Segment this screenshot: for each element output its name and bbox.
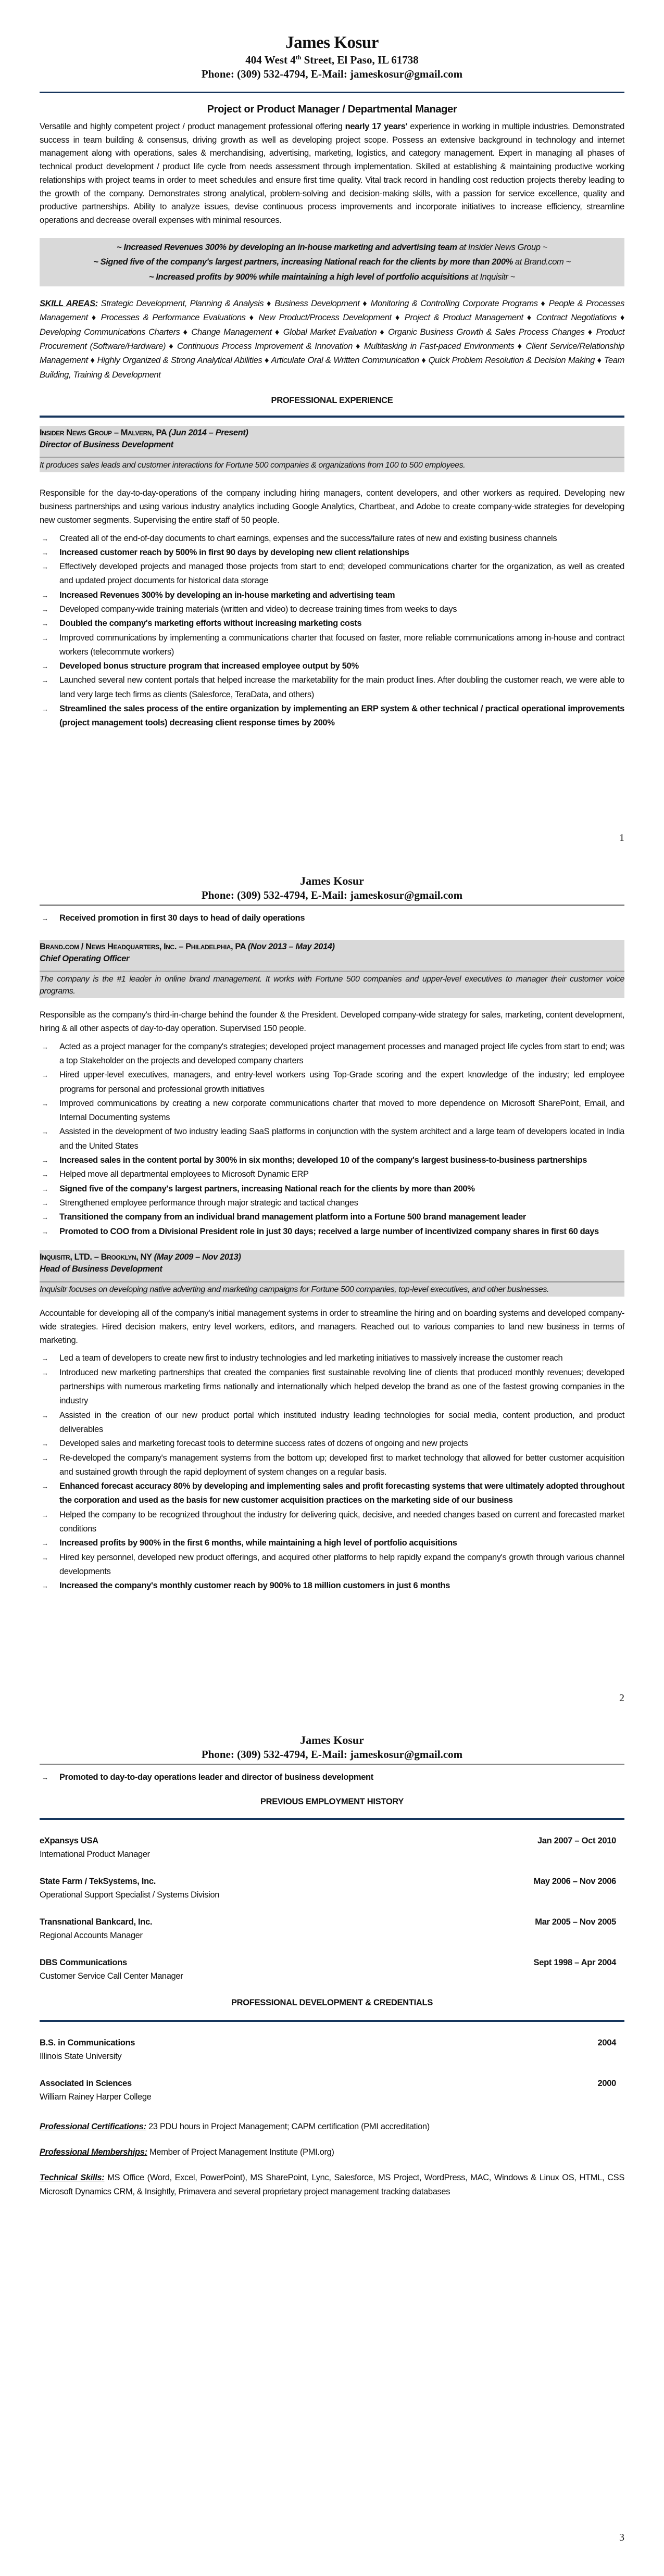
- bullet-item: → Developed company-wide training materials (written and video) to decrease training times from weeks to days: [40, 602, 624, 617]
- arrow-bullet-icon: →: [42, 1582, 48, 1590]
- bullet-item: → Transitioned the company from an individual brand management platform into a Fortune 500 brand management leader: [40, 1210, 624, 1224]
- arrow-bullet-icon: →: [42, 591, 48, 599]
- arrow-bullet-icon: →: [42, 1227, 48, 1236]
- arrow-bullet-icon: →: [42, 705, 48, 713]
- running-header-name: James Kosur: [300, 1733, 364, 1746]
- arrow-bullet-icon: →: [42, 1185, 48, 1193]
- achievement-line: ~ Increased profits by 900% while maintaining a high level of portfolio acquisitions at Inquisitr ~: [148, 272, 516, 282]
- job-company: Insider News Group – Malvern, PA (Jun 2014 – Present): [40, 428, 248, 437]
- bullet-item: → Streamlined the sales process of the entire organization by implementing an ERP system & other technical / practical operational improvements (project management tools) decreasing client response times by 200%: [40, 702, 624, 731]
- job-company-description: It produces sales leads and customer interactions for Fortune 500 companies & organizations from 100 to 500 employees.: [40, 460, 466, 470]
- arrow-bullet-icon: →: [42, 1553, 48, 1562]
- page-number: 3: [619, 2532, 624, 2543]
- job-bullets-continued: [40, 911, 624, 925]
- bullet-item: → Signed five of the company's largest partners, increasing National reach for the clients by more than 200%: [40, 1182, 624, 1196]
- previous-employment-list: [40, 1834, 624, 1983]
- bullet-item: → Helped move all departmental employees to Microsoft Dynamic ERP: [40, 1167, 624, 1182]
- job-company-description: Inquisitr focuses on developing native adverting and marketing campaigns for Fortune 500 companies, top-level executives, and other businesses.: [40, 1285, 549, 1294]
- employment-entry: [40, 1875, 624, 1902]
- page-number: 2: [619, 1692, 624, 1704]
- running-header-name: James Kosur: [300, 874, 364, 887]
- arrow-bullet-icon: →: [42, 1454, 48, 1462]
- resume-title: Project or Product Manager / Departmental Manager: [207, 104, 457, 115]
- school: Illinois State University: [40, 2052, 122, 2062]
- bullet-item: → Increased Revenues 300% by developing an in-house marketing and advertising team: [40, 588, 624, 602]
- employment-entry: [40, 1916, 624, 1943]
- section-heading-experience: PROFESSIONAL EXPERIENCE: [271, 395, 393, 405]
- bullet-item: → Launched several new content portals that helped increase the marketability for the main product lines. After doubling the customer reach, we were able to land very large tech firms as clients (Salesforce, TeraData, and others): [40, 673, 624, 702]
- employment-dates: Jan 2007 – Oct 2010: [537, 1836, 616, 1846]
- bullet-item: → Improved communications by implementing a communications charter that focused on faster, more reliable communications among in-house and contract workers (telecommute workers): [40, 631, 624, 660]
- job-intro: Accountable for developing all of the company's initial management systems in order to streamline the hiring and on boarding systems and developed company-wide strategies. Hired decision makers, entry level workers, editors, and managers. Reached out to various companies to land new business in terms of marketing.: [40, 1309, 624, 1345]
- job-company: Brand.com / News Headquarters, Inc. – Philadelphia, PA (Nov 2013 – May 2014): [40, 942, 335, 952]
- arrow-bullet-icon: →: [42, 1171, 48, 1179]
- job-separator: [40, 457, 624, 458]
- job-intro: Responsible for the day-to-day-operations of the company including hiring managers, content developers, and other workers as required. Developing new business partnerships and using various industry analytics including Google Analytics, Chartbeat, and Adobe to create company-wide strategies for developing new customer segments. Supervising the entire staff of 50 people.: [40, 488, 624, 525]
- professional-certifications: Professional Certifications: 23 PDU hours in Project Management; CAPM certification (PMI accreditation): [40, 2122, 430, 2132]
- job-bullets: [40, 1351, 624, 1593]
- page-1: [0, 0, 664, 859]
- running-header-divider: [40, 1764, 624, 1765]
- bullet-item: → Assisted in the development of two industry leading SaaS platforms in conjunction with the system architect and a large team of developers located in India and the United States: [40, 1125, 624, 1153]
- school: William Rainey Harper College: [40, 2092, 152, 2102]
- job-company: Inquisitr, LTD. – Brooklyn, NY (May 2009 – Nov 2013): [40, 1252, 241, 1262]
- arrow-bullet-icon: →: [42, 1440, 48, 1448]
- arrow-bullet-icon: →: [42, 1368, 48, 1377]
- running-header-contact: Phone: (309) 532-4794, E-Mail: jameskosur@gmail.com: [201, 1748, 463, 1761]
- job-title: Head of Business Development: [40, 1264, 162, 1274]
- page-number: 1: [619, 832, 624, 844]
- skill-areas-label: SKILL AREAS:: [40, 299, 98, 309]
- job-separator: [40, 971, 624, 972]
- section-heading-credentials: PROFESSIONAL DEVELOPMENT & CREDENTIALS: [231, 1998, 433, 2008]
- job-dates: (May 2009 – Nov 2013): [154, 1252, 241, 1262]
- job-dates: (Nov 2013 – May 2014): [247, 942, 335, 952]
- arrow-bullet-icon: →: [42, 676, 48, 685]
- employment-role: Regional Accounts Manager: [40, 1931, 143, 1941]
- job-title: Director of Business Development: [40, 439, 173, 449]
- bullet-item: → Assisted in the creation of our new product portal which instituted industry leading technologies for social media, content production, and product deliverables: [40, 1409, 624, 1437]
- arrow-bullet-icon: →: [42, 914, 48, 922]
- arrow-bullet-icon: →: [42, 1199, 48, 1207]
- graduation-year: 2004: [597, 2038, 616, 2048]
- arrow-bullet-icon: →: [42, 1099, 48, 1108]
- bullet-item: → Acted as a project manager for the company's strategies; developed project management processes and managed project life cycles from start to end; was a top Stakeholder on the projects and developed company charters: [40, 1040, 624, 1069]
- bullet-item: → Increased profits by 900% in the first 6 months, while maintaining a high level of portfolio acquisitions: [40, 1536, 624, 1550]
- job-dates: (Jun 2014 – Present): [169, 428, 248, 437]
- employer-name: State Farm / TekSystems, Inc.: [40, 1877, 156, 1887]
- bullet-item: → Increased customer reach by 500% in first 90 days by developing new client relationships: [40, 546, 624, 560]
- arrow-bullet-icon: →: [42, 1354, 48, 1363]
- page-3: [0, 1718, 664, 2576]
- bullet-item: → Strengthened employee performance through major strategic and tactical changes: [40, 1196, 624, 1210]
- bullet-item: → Created all of the end-of-day documents to chart earnings, expenses and the success/failure rates of new and existing business channels: [40, 532, 624, 546]
- key-achievements-box: [40, 238, 624, 287]
- bullet-item: → Led a team of developers to create new first to industry technologies and led marketing initiatives to massively increase the customer reach: [40, 1351, 624, 1365]
- arrow-bullet-icon: →: [42, 534, 48, 543]
- section-divider: [40, 1818, 624, 1820]
- resume-name: James Kosur: [285, 33, 379, 52]
- running-header-divider: [40, 904, 624, 906]
- employer-name: eXpansys USA: [40, 1836, 98, 1846]
- education-list: [40, 2037, 624, 2104]
- bullet-item: → Re-developed the company's management systems from the bottom up; developed first to market technology that allowed for better customer acquisition and sustained growth through the rapid deployment of system changes on a regular basis.: [40, 1451, 624, 1480]
- job-company-description: The company is the #1 leader in online brand management. It works with Fortune 500 companies and upper-level executives to manager their customer voice programs.: [40, 975, 624, 996]
- bullet-item: → Effectively developed projects and managed those projects from start to end; developed communications charter for the organization, as well as created and updated project documents for historical data storage: [40, 560, 624, 588]
- job-bullets-continued: [40, 1770, 624, 1785]
- degree: Associated in Sciences: [40, 2079, 132, 2089]
- section-divider: [40, 416, 624, 418]
- job-header: [40, 940, 624, 998]
- bullet-item: → Enhanced forecast accuracy 80% by developing and implementing sales and profit forecasting systems that were ultimately adopted throughout the corporation and used as the basis for new customer acquisition practices on the marketing side of our business: [40, 1479, 624, 1508]
- bullet-item: → Developed bonus structure program that increased employee output by 50%: [40, 659, 624, 673]
- resume-contact: Phone: (309) 532-4794, E-Mail: jameskosur@gmail.com: [201, 68, 463, 80]
- job-title: Chief Operating Officer: [40, 954, 130, 964]
- bullet-item: → Introduced new marketing partnerships that created the companies first sustainable revolving line of clients that produced monthly revenues; developed partnerships with numerous marketing firms nationally and internationally which helped develop the brand as one of the fastest growing companies in the industry: [40, 1366, 624, 1409]
- bullet-item: → Improved communications by creating a new corporate communications charter that moved to more dependence on Microsoft SharePoint, Email, and Internal Documenting systems: [40, 1097, 624, 1125]
- arrow-bullet-icon: →: [42, 606, 48, 613]
- technical-skills: Technical Skills: MS Office (Word, Excel, PowerPoint), MS SharePoint, Lync, Salesforce, MS Project, WordPress, MAC, Windows & Linux OS, HTML, CSS Microsoft Dynamics CRM, & Insightly, Primavera and several proprietary project management tracking databases: [40, 2173, 624, 2197]
- employment-entry: [40, 1834, 624, 1862]
- job-intro: Responsible as the company's third-in-charge behind the founder & the President. Developed company-wide strategy for sales, marketing, content development, hiring & all other aspects of day-to-day operation. Supervised 150 people.: [40, 1010, 624, 1033]
- bullet-item: → Doubled the company's marketing efforts without increasing marketing costs: [40, 617, 624, 631]
- job-bullets: [40, 1040, 624, 1239]
- arrow-bullet-icon: →: [42, 1213, 48, 1222]
- arrow-bullet-icon: →: [42, 548, 48, 557]
- job-separator: [40, 1281, 624, 1283]
- education-entry: [40, 2037, 624, 2064]
- arrow-bullet-icon: →: [42, 1042, 48, 1051]
- page-2: [0, 859, 664, 1718]
- arrow-bullet-icon: →: [42, 620, 48, 628]
- professional-memberships: Professional Memberships: Member of Project Management Institute (PMI.org): [40, 2147, 334, 2157]
- section-divider: [40, 2020, 624, 2022]
- education-entry: [40, 2077, 624, 2104]
- job-header: [40, 426, 624, 473]
- section-heading-previous-employment: PREVIOUS EMPLOYMENT HISTORY: [260, 1797, 404, 1807]
- employer-name: DBS Communications: [40, 1958, 127, 1968]
- achievement-line: ~ Increased Revenues 300% by developing an in-house marketing and advertising team at Insider News Group ~: [117, 242, 547, 252]
- arrow-bullet-icon: →: [42, 1071, 48, 1079]
- bullet-item: → Promoted to COO from a Divisional President role in just 30 days; received a large number of incentivized company shares in first 60 days: [40, 1225, 624, 1239]
- arrow-bullet-icon: →: [42, 1411, 48, 1419]
- summary-paragraph: Versatile and highly competent project / product management professional offering nearly 17 years' experience in working in multiple industries. Demonstrated success in team building & consensus, driving growth as well as developing project scope. Possess an extensive background in technology and internet management along with operations, sales & merchandising, advertising, marketing, logistics, and category management. Expert in managing all phases of technical product development / product life cycle from needs assessment through implementation. Skilled at establishing & maintaining productive working relationships with project teams in order to meet schedules and ensure first time quality. Vital track record in handling cost reduction projects thereby leading to the growth of the company. Demonstrates strong analytical, problem-solving and decision-making skills, with a passion for service excellence, quality and productive partnerships. Ability to analyze issues, devise continuous process improvements and incorporate initiatives to increase efficiency, streamline operations and decrease overall expenses with minimal resources.: [40, 122, 624, 225]
- skill-areas: SKILL AREAS: Strategic Development, Planning & Analysis ♦ Business Development ♦ Monitoring & Controlling Corporate Programs ♦ People & Processes Management ♦ Processes & Performance Evaluations ♦ New Product/Process Development ♦ Project & Product Management ♦ Contract Negotiations ♦ Developing Communications Charters ♦ Change Management ♦ Global Market Evaluation ♦ Organic Business Growth & Sales Process Changes ♦ Product Procurement (Software/Hardware) ♦ Continuous Process Improvement & Innovation ♦ Multitasking in Fast-paced Environments ♦ Client Service/Relationship Management ♦ Highly Organized & Strong Analytical Abilities ♦ Articulate Oral & Written Communication ♦ Quick Problem Resolution & Decision Making ♦ Team Building, Training & Development: [40, 299, 624, 380]
- arrow-bullet-icon: →: [42, 1128, 48, 1136]
- running-header-contact: Phone: (309) 532-4794, E-Mail: jameskosur@gmail.com: [201, 889, 463, 901]
- employment-entry: [40, 1956, 624, 1983]
- arrow-bullet-icon: →: [42, 1774, 48, 1781]
- employer-name: Transnational Bankcard, Inc.: [40, 1917, 153, 1927]
- arrow-bullet-icon: →: [42, 563, 48, 571]
- employment-role: Customer Service Call Center Manager: [40, 1971, 183, 1981]
- bullet-item: → Increased sales in the content portal by 300% in six months; developed 10 of the company's largest business-to-business partnerships: [40, 1153, 624, 1167]
- arrow-bullet-icon: →: [42, 662, 48, 671]
- arrow-bullet-icon: →: [42, 1511, 48, 1519]
- bullet-item: → Hired upper-level executives, managers, and entry-level workers using Top-Grade scoring and the expert knowledge of the industry; led employee programs for personal and professional growth initiatives: [40, 1068, 624, 1097]
- degree: B.S. in Communications: [40, 2038, 135, 2048]
- resume-address: 404 West 4th Street, El Paso, IL 61738: [245, 54, 419, 66]
- employment-dates: May 2006 – Nov 2006: [533, 1877, 616, 1887]
- arrow-bullet-icon: →: [42, 1157, 48, 1165]
- arrow-bullet-icon: →: [42, 634, 48, 642]
- job-bullets: [40, 532, 624, 731]
- employment-role: International Product Manager: [40, 1850, 150, 1859]
- header-divider: [40, 92, 624, 93]
- bullet-item: → Developed sales and marketing forecast tools to determine success rates of dozens of ongoing and new projects: [40, 1437, 624, 1451]
- job-header: [40, 1250, 624, 1297]
- bullet-item: → Hired key personnel, developed new product offerings, and acquired other platforms to help rapidly expand the company's growth through various channel developments: [40, 1551, 624, 1579]
- arrow-bullet-icon: →: [42, 1482, 48, 1491]
- bullet-item: → Increased the company's monthly customer reach by 900% to 18 million customers in just 6 months: [40, 1579, 624, 1593]
- employment-dates: Sept 1998 – Apr 2004: [533, 1958, 616, 1968]
- bullet-item: → Helped the company to be recognized throughout the industry for delivering quick, decisive, and needed changes based on current and forecasted market conditions: [40, 1508, 624, 1537]
- achievement-line: ~ Signed five of the company's largest partners, increasing National reach for the clients by more than 200% at Brand.com ~: [93, 257, 571, 267]
- bullet-item: → Promoted to day-to-day operations leader and director of business development: [40, 1770, 624, 1785]
- employment-role: Operational Support Specialist / Systems Division: [40, 1890, 220, 1900]
- graduation-year: 2000: [597, 2079, 616, 2089]
- bullet-item: → Received promotion in first 30 days to head of daily operations: [40, 911, 624, 925]
- employment-dates: Mar 2005 – Nov 2005: [535, 1917, 616, 1927]
- arrow-bullet-icon: →: [42, 1539, 48, 1548]
